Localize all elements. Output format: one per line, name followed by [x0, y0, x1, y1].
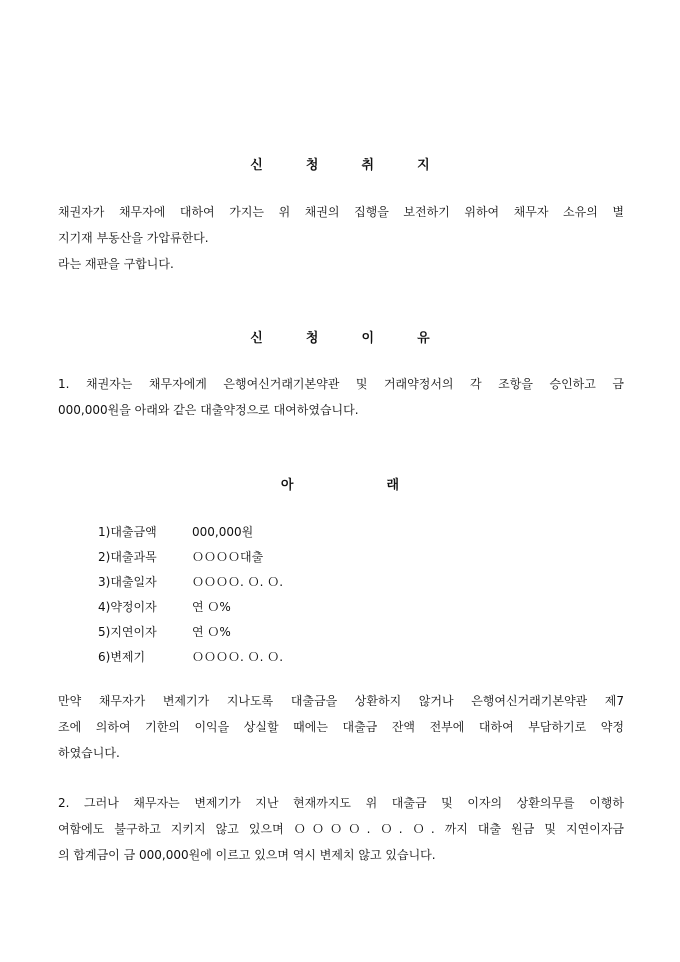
reason-paragraph-3: [58, 790, 624, 868]
item-label: 4)약정이자: [98, 600, 157, 614]
purpose-paragraph: [58, 199, 624, 277]
title-char: 래: [386, 478, 400, 493]
title-char: 청: [305, 331, 319, 346]
title-char: 청: [305, 158, 319, 173]
title-char: 신: [250, 331, 263, 346]
text-line: 지기재 부동산을 가압류한다.: [58, 231, 209, 245]
title-char: 신: [250, 158, 263, 173]
sub-title-below: [0, 474, 680, 493]
title-char: 취: [361, 158, 375, 173]
text-line: 조에 의하여 기한의 이익을 상실할 때에는 대출금 잔액 전부에 대하여 부담하기로 약정: [58, 720, 624, 734]
text-line: 만약 채무자가 변제기가 지나도록 대출금을 상환하지 않거나 은행여신거래기본약관 제7: [58, 694, 624, 708]
text-line: 라는 재판을 구합니다.: [58, 257, 174, 271]
item-label: 1)대출금액: [98, 525, 157, 539]
text-line: 의 합계금이 금 000,000원에 이르고 있으며 역시 변제치 않고 있습니다.: [58, 848, 436, 862]
item-label: 2)대출과목: [98, 550, 157, 564]
item-value: 연 Ｏ%: [192, 600, 231, 614]
text-line: 채권자가 채무자에 대하여 가지는 위 채권의 집행을 보전하기 위하여 채무자 소유의 별: [58, 205, 624, 219]
text-line: 1. 채권자는 채무자에게 은행여신거래기본약관 및 거래약정서의 각 조항을 승인하고 금: [58, 377, 624, 391]
title-char: 지: [417, 158, 430, 173]
item-value: 000,000원: [192, 525, 254, 539]
list-item: [98, 595, 283, 620]
item-value: ＯＯＯＯ. Ｏ. Ｏ.: [192, 650, 284, 664]
text-line: 2. 그러나 채무자는 변제기가 지난 현재까지도 위 대출금 및 이자의 상환의무를 이행하: [58, 796, 624, 810]
list-item: [98, 520, 283, 545]
title-char: 아: [280, 478, 294, 493]
reason-paragraph-1: [58, 371, 624, 423]
item-label: 3)대출일자: [98, 575, 157, 589]
item-value: ＯＯＯＯ대출: [192, 550, 264, 564]
item-value: 연 Ｏ%: [192, 625, 231, 639]
text-line: 000,000원을 아래와 같은 대출약정으로 대여하였습니다.: [58, 403, 359, 417]
item-label: 6)변제기: [98, 650, 146, 664]
title-char: 이: [361, 331, 375, 346]
list-item: [98, 570, 283, 595]
item-value: ＯＯＯＯ. Ｏ. Ｏ.: [192, 575, 284, 589]
text-line: 여함에도 불구하고 지키지 않고 있으며 ＯＯＯＯ. Ｏ. Ｏ. 까지 대출 원금 및 지연이자금: [58, 822, 624, 836]
title-char: 유: [417, 331, 430, 346]
item-label: 5)지연이자: [98, 625, 157, 639]
list-item: [98, 645, 283, 670]
section-title-application-purpose: [0, 154, 680, 173]
section-title-application-reason: [0, 327, 680, 346]
text-line: 하였습니다.: [58, 746, 120, 760]
list-item: [98, 545, 283, 570]
list-item: [98, 620, 283, 645]
loan-details-list: [98, 520, 283, 670]
reason-paragraph-2: [58, 688, 624, 766]
